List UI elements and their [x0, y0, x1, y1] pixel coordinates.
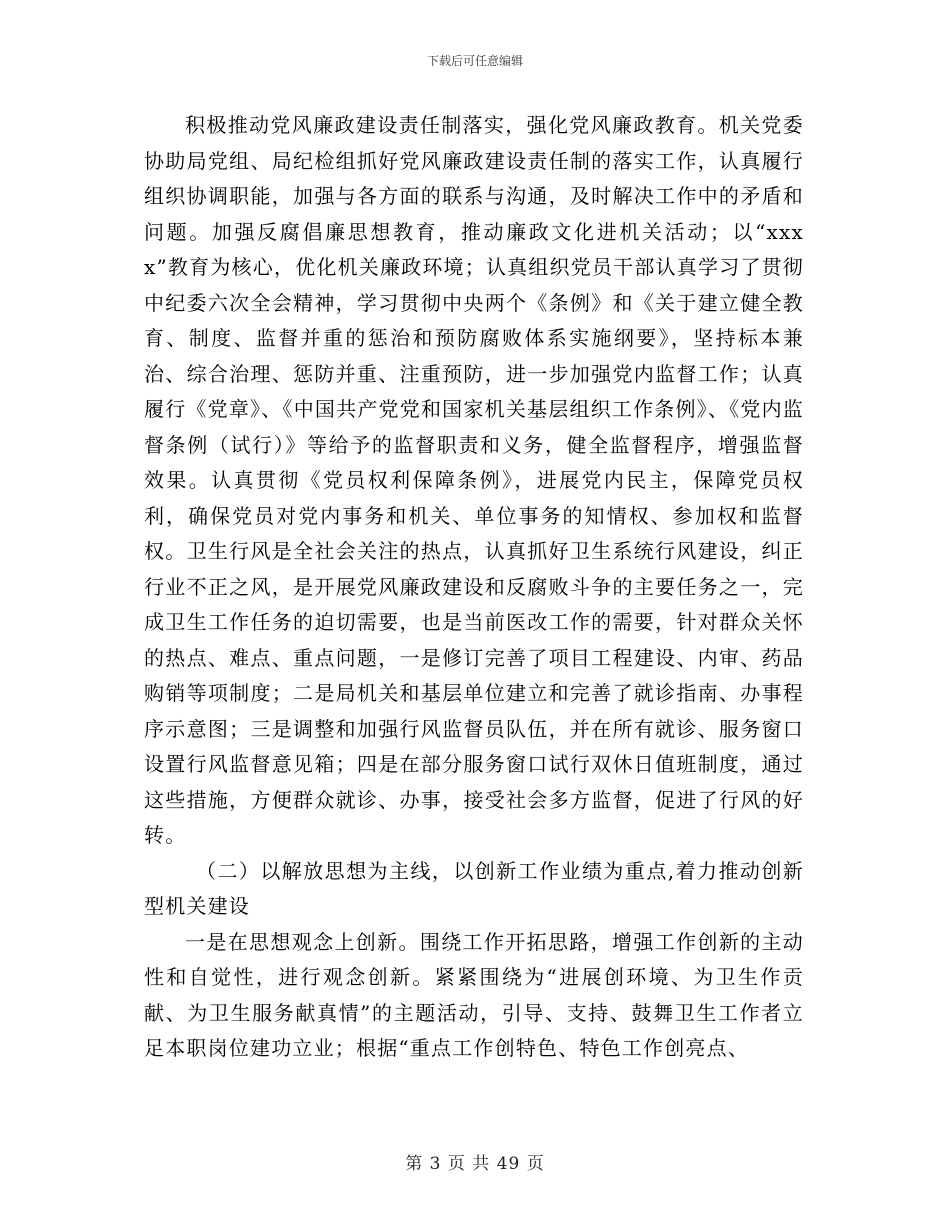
paragraph-party-conduct: 积极推动党风廉政建设责任制落实，强化党风廉政教育。机关党委协助局党组、局纪检组抓好党风廉政建设责任制的落实工作，认真履行组织协调职能，加强与各方面的联系与沟通，及时解决工作中的矛盾和问题。加强反腐倡廉思想教育，推动廉政文化进机关活动；以“xxxx”教育为核心，优化机关廉政环境；认真组织党员干部认真学习了贯彻中纪委六次全会精神，学习贯彻中央两个《条例》和《关于建立健全教育、制度、监督并重的惩治和预防腐败体系实施纲要》，坚持标本兼治、综合治理、惩防并重、注重预防，进一步加强党内监督工作；认真履行《党章》、《中国共产党党和国家机关基层组织工作条例》、《党内监督条例（试行）》等给予的监督职责和义务，健全监督程序，增强监督效果。认真贯彻《党员权利保障条例》，进展党内民主，保障党员权利，确保党员对党内事务和机关、单位事务的知情权、参加权和监督权。卫生行风是全社会关注的热点，认真抓好卫生系统行风建设，纠正行业不正之风，是开展党风廉政建设和反腐败斗争的主要任务之一，完成卫生工作任务的迫切需要，也是当前医改工作的需要，针对群众关怀的热点、难点、重点问题，一是修订完善了项目工程建设、内审、药品购销等项制度；二是局机关和基层单位建立和完善了就诊指南、办事程序示意图；三是调整和加强行风监督员队伍，并在所有就诊、服务窗口设置行风监督意见箱；四是在部分服务窗口试行双休日值班制度，通过这些措施，方便群众就诊、办事，接受社会多方监督，促进了行风的好转。 [144, 113, 804, 847]
paragraph-ideology-innovation: 一是在思想观念上创新。围绕工作开拓思路，增强工作创新的主动性和自觉性，进行观念创新。紧紧围绕为“进展创环境、为卫生作贡献、为卫生服务献真情”的主题活动，引导、支持、鼓舞卫生工作者立足本职岗位建功立业；根据“重点工作创特色、特色工作创亮点、 [144, 929, 804, 1060]
section-heading-two: （二）以解放思想为主线，以创新工作业绩为重点,着力推动创新型机关建设 [144, 858, 804, 918]
page-number-footer: 第 3 页 共 49 页 [405, 1154, 545, 1174]
page-header-note: 下载后可任意编辑 [426, 54, 523, 68]
document-body [144, 108, 804, 1067]
